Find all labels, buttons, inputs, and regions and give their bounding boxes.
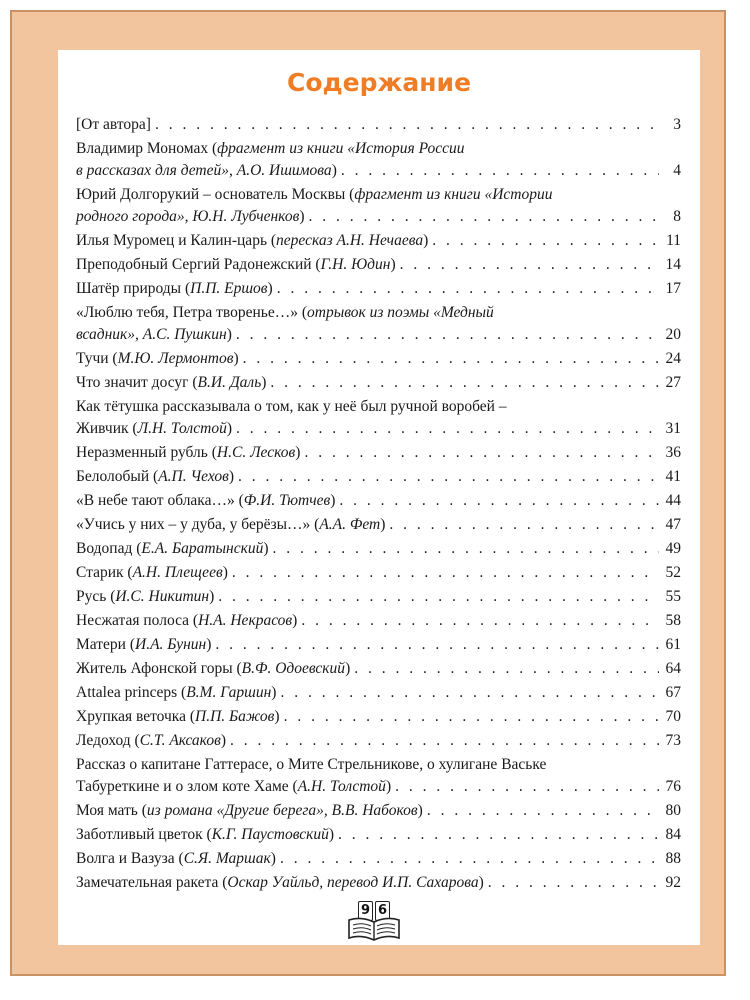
- toc-entry-title: Хрупкая веточка (П.П. Бажов): [76, 708, 280, 725]
- toc-entry-page: 4: [673, 162, 681, 179]
- toc-entry-page: 41: [665, 468, 681, 485]
- toc-entry[interactable]: [76, 372, 681, 394]
- toc-entry[interactable]: [76, 730, 681, 752]
- toc-entry[interactable]: [76, 490, 681, 512]
- toc-entry-page: 27: [665, 374, 681, 391]
- toc-entry-title: Тучи (М.Ю. Лермонтов): [76, 350, 239, 367]
- toc-entry-title: всадник», А.С. Пушкин): [76, 326, 232, 343]
- page-number-digit: 9: [358, 901, 373, 921]
- toc-entry-page: 64: [665, 660, 681, 677]
- toc-entry-title: в рассказах для детей», А.О. Ишимова): [76, 162, 337, 179]
- toc-entry[interactable]: [76, 114, 681, 136]
- dot-leader: [280, 682, 659, 704]
- toc-entry-title: Шатёр природы (П.П. Ершов): [76, 280, 273, 297]
- toc-entry-page: 24: [665, 350, 681, 367]
- toc-entry-page: 58: [665, 612, 681, 629]
- page-number-badge: [346, 898, 402, 942]
- toc-entry-title: Живчик (Л.Н. Толстой): [76, 420, 233, 437]
- toc-entry-title: Табуреткине и о злом коте Хаме (А.Н. Толстой): [76, 778, 392, 795]
- toc-entry-title: Белолобый (А.П. Чехов): [76, 468, 234, 485]
- toc-entry[interactable]: [76, 754, 681, 798]
- toc-entry[interactable]: [76, 824, 681, 846]
- dot-leader: [277, 278, 659, 300]
- page-title: Содержание: [286, 68, 472, 97]
- dot-leader: [341, 160, 659, 182]
- toc-entry-title: родного города», Ю.Н. Лубченков): [76, 208, 305, 225]
- dot-leader: [432, 230, 659, 252]
- toc-entry-page: 88: [665, 850, 681, 867]
- open-book-icon: [346, 916, 402, 942]
- toc-entry[interactable]: [76, 138, 681, 182]
- dot-leader: [218, 586, 659, 608]
- toc-entry-title: Замечательная ракета (Оскар Уайльд, перевод И.П. Сахарова): [76, 874, 484, 891]
- toc-entry-title: Ледоход (С.Т. Аксаков): [76, 732, 226, 749]
- toc-entry[interactable]: [76, 658, 681, 680]
- toc-entry-page: 80: [665, 802, 681, 819]
- dot-leader: [395, 776, 659, 798]
- dot-leader: [236, 418, 659, 440]
- toc-entry[interactable]: [76, 872, 681, 894]
- toc-entry[interactable]: [76, 634, 681, 656]
- dot-leader: [427, 800, 659, 822]
- dot-leader: [339, 490, 659, 512]
- toc-entry-page: 11: [666, 232, 681, 249]
- toc-entry-page: 47: [665, 516, 681, 533]
- toc-entry-page: 67: [665, 684, 681, 701]
- toc-entry[interactable]: [76, 184, 681, 228]
- dot-leader: [309, 206, 660, 228]
- toc-entry-page: 84: [665, 826, 681, 843]
- toc-entry-page: 61: [665, 636, 681, 653]
- toc-entry-page: 92: [665, 874, 681, 891]
- toc-entry[interactable]: [76, 586, 681, 608]
- dot-leader: [238, 466, 659, 488]
- toc-entry-title: Водопад (Е.А. Баратынский): [76, 540, 269, 557]
- dot-leader: [232, 562, 659, 584]
- dot-leader: [488, 872, 659, 894]
- toc-entry-page: 55: [665, 588, 681, 605]
- toc-entry[interactable]: [76, 466, 681, 488]
- toc-entry-title-line: Владимир Мономах (фрагмент из книги «История России: [76, 140, 465, 157]
- toc-entry-page: 8: [673, 208, 681, 225]
- toc-entry-title: «В небе тают облака…» (Ф.И. Тютчев): [76, 492, 336, 509]
- toc-entry-page: 49: [665, 540, 681, 557]
- toc-entry-title: Что значит досуг (В.И. Даль): [76, 374, 267, 391]
- toc-entry[interactable]: [76, 538, 681, 560]
- toc-entry-title: [От автора]: [76, 116, 151, 133]
- toc-entry-page: 76: [665, 778, 681, 795]
- toc-entry-title: Заботливый цветок (К.Г. Паустовский): [76, 826, 335, 843]
- toc-entry[interactable]: [76, 848, 681, 870]
- toc-entry-page: 73: [665, 732, 681, 749]
- toc-entry[interactable]: [76, 348, 681, 370]
- toc-entry-title: Attalea princeps (В.М. Гаршин): [76, 684, 277, 701]
- toc-entry-page: 3: [673, 116, 681, 133]
- dot-leader: [155, 114, 659, 136]
- dot-leader: [280, 848, 659, 870]
- toc-entry-page: 52: [665, 564, 681, 581]
- toc-entry[interactable]: [76, 278, 681, 300]
- dot-leader: [284, 706, 659, 728]
- toc-entry[interactable]: [76, 254, 681, 276]
- toc-entry[interactable]: [76, 706, 681, 728]
- dot-leader: [273, 538, 659, 560]
- toc-entry[interactable]: [76, 230, 681, 252]
- dot-leader: [236, 324, 659, 346]
- toc-entry[interactable]: [76, 396, 681, 440]
- toc-entry[interactable]: [76, 302, 681, 346]
- dot-leader: [230, 730, 659, 752]
- toc-entry-page: 44: [665, 492, 681, 509]
- toc-entry[interactable]: [76, 800, 681, 822]
- toc-entry[interactable]: [76, 514, 681, 536]
- page-number-digit: 6: [375, 901, 390, 921]
- dot-leader: [354, 658, 659, 680]
- toc-entry-page: 14: [665, 256, 681, 273]
- toc-entry-title-line: Рассказ о капитане Гаттерасе, о Мите Стрельникове, о хулигане Ваське: [76, 756, 547, 773]
- toc-entry-title-line: «Люблю тебя, Петра творенье…» (отрывок из поэмы «Медный: [76, 304, 494, 321]
- toc-entry-title: «Учись у них – у дуба, у берёзы…» (А.А. Фет): [76, 516, 386, 533]
- dot-leader: [400, 254, 659, 276]
- toc-entry-title: Илья Муромец и Калин-царь (пересказ А.Н. Нечаева): [76, 232, 429, 249]
- toc-entry[interactable]: [76, 610, 681, 632]
- toc-entry-page: 36: [665, 444, 681, 461]
- toc-entry-title: Несжатая полоса (Н.А. Некрасов): [76, 612, 298, 629]
- toc-entry-page: 70: [665, 708, 681, 725]
- toc-entry-title: Житель Афонской горы (В.Ф. Одоевский): [76, 660, 351, 677]
- toc-entry-title: Преподобный Сергий Радонежский (Г.Н. Юдин): [76, 256, 396, 273]
- toc-entry[interactable]: [76, 682, 681, 704]
- dot-leader: [389, 514, 659, 536]
- toc-entry-title: Моя мать (из романа «Другие берега», В.В. Набоков): [76, 802, 423, 819]
- toc-entry-page: 17: [665, 280, 681, 297]
- toc-entry-page: 20: [665, 326, 681, 343]
- toc-entry-page: 31: [665, 420, 681, 437]
- toc-entry-title: Неразменный рубль (Н.С. Лесков): [76, 444, 301, 461]
- dot-leader: [215, 634, 659, 656]
- toc-entry-title: Старик (А.Н. Плещеев): [76, 564, 228, 581]
- dot-leader: [304, 442, 659, 464]
- toc-entry-title: Волга и Вазуза (С.Я. Маршак): [76, 850, 276, 867]
- dot-leader: [243, 348, 659, 370]
- toc-entry-title: Матери (И.А. Бунин): [76, 636, 212, 653]
- dot-leader: [338, 824, 659, 846]
- dot-leader: [301, 610, 659, 632]
- toc-entry[interactable]: [76, 442, 681, 464]
- dot-leader: [270, 372, 659, 394]
- toc-entry-title-line: Как тётушка рассказывала о том, как у неё был ручной воробей –: [76, 398, 507, 415]
- toc-entry[interactable]: [76, 562, 681, 584]
- toc-entry-title: Русь (И.С. Никитин): [76, 588, 215, 605]
- toc-entry-title-line: Юрий Долгорукий – основатель Москвы (фрагмент из книги «Истории: [76, 186, 553, 203]
